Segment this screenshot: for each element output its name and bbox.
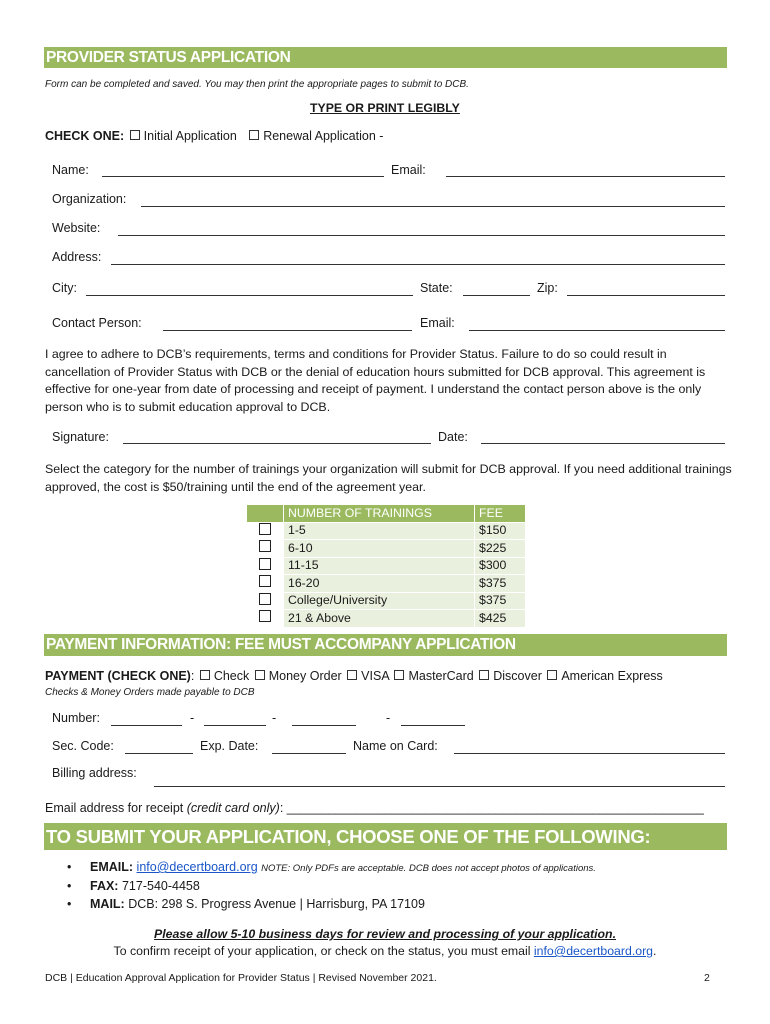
billing-address-label: Billing address: [52,766,137,780]
fee-row [247,575,526,593]
discover-checkbox[interactable] [479,670,489,680]
header-checkbox-cell [247,505,284,523]
email-label: Email: [391,163,426,177]
fee-row-checkbox[interactable] [259,558,271,570]
list-item [67,895,596,914]
mail-address: DCB: 298 S. Progress Avenue | Harrisburg, PA 17109 [128,897,425,911]
email-field[interactable] [446,176,725,177]
renewal-application-label: Renewal Application - [263,129,384,143]
exp-date-field[interactable] [272,753,346,754]
fee-row-checkbox[interactable] [259,575,271,587]
fee-row-checkbox[interactable] [259,593,271,605]
email-note: NOTE: Only PDFs are acceptable. DCB does not accept photos of applications. [261,863,596,874]
trainings-header: NUMBER OF TRAININGS [284,505,475,523]
email-link[interactable]: info@decertboard.org [136,860,258,874]
initial-application-label: Initial Application [143,129,237,143]
website-field[interactable] [118,235,725,236]
category-instructions: Select the category for the number of trainings your organization will submit for DCB approval. If you need additional trainings approved, the cost is $50/training until the end of the agreement year. [45,462,732,494]
payment-banner [44,634,727,656]
submit-options-list [67,858,596,914]
initial-application-checkbox[interactable] [130,130,140,140]
fax-option-label: FAX: [90,878,119,893]
mastercard-checkbox[interactable] [394,670,404,680]
fee-header: FEE [475,505,526,523]
fax-number: 717-540-4458 [121,878,200,893]
american-express-checkbox[interactable] [547,670,557,680]
fee-row [247,557,526,575]
fee-table-header [247,505,526,523]
card-number-part-3[interactable] [292,725,356,726]
fee-row-checkbox[interactable] [259,523,271,535]
renewal-application-checkbox[interactable] [249,130,259,140]
list-item [67,877,596,896]
card-number-part-2[interactable] [204,725,266,726]
footer-text: DCB | Education Approval Application for Provider Status | Revised November 2021. [45,972,437,984]
contact-person-label: Contact Person: [52,316,142,330]
receipt-email-field[interactable]: : ____________________________________________________________ [279,801,704,815]
method-discover: Discover [493,669,542,683]
provider-status-banner [44,47,727,68]
state-field[interactable] [463,295,530,296]
zip-label: Zip: [537,281,558,295]
card-number-label: Number: [52,711,100,725]
address-field[interactable] [111,264,725,265]
check-one-row [45,128,383,144]
organization-label: Organization: [52,192,127,206]
signature-field[interactable] [123,443,431,444]
method-mastercard: MasterCard [408,669,474,683]
card-number-part-4[interactable] [401,725,465,726]
confirm-email-link[interactable]: info@decertboard.org [533,944,654,958]
zip-field[interactable] [567,295,725,296]
bullet-icon: • [67,897,72,911]
fee-table [246,504,526,628]
fee-row [247,522,526,540]
address-label: Address: [52,250,102,264]
section-title: PROVIDER STATUS APPLICATION [46,49,291,66]
date-label: Date: [438,430,468,444]
trainings-cell: 21 & Above [284,610,475,628]
check-one-label: CHECK ONE: [45,129,125,143]
receipt-italic: (credit card only) [186,801,280,815]
organization-field[interactable] [141,206,725,207]
sec-code-field[interactable] [125,753,193,754]
fee-row-checkbox[interactable] [259,540,271,552]
receipt-label: Email address for receipt [45,801,187,815]
exp-date-label: Exp. Date: [200,739,259,753]
bullet-icon: • [67,878,72,893]
fee-row [247,592,526,610]
payment-colon: : [190,669,195,683]
type-legibly-heading: TYPE OR PRINT LEGIBLY [310,101,460,115]
fee-row-checkbox[interactable] [259,610,271,622]
sec-code-label: Sec. Code: [52,739,114,753]
submit-title: TO SUBMIT YOUR APPLICATION, CHOOSE ONE OF THE FOLLOWING: [46,826,651,847]
trainings-cell: 1-5 [284,522,475,540]
fee-cell: $225 [475,540,526,558]
mail-option-label: MAIL: [90,897,125,911]
method-check: Check [213,669,250,683]
bullet-icon: • [67,860,72,874]
state-label: State: [420,281,453,295]
confirm-text: To confirm receipt of your application, or check on the status, you must email [113,944,534,958]
signature-label: Signature: [52,430,109,444]
fee-cell: $375 [475,575,526,593]
fee-cell: $300 [475,557,526,575]
trainings-cell: 6-10 [284,540,475,558]
payable-note: Checks & Money Orders made payable to DCB [45,687,255,698]
page-number: 2 [704,972,710,984]
trainings-cell: 16-20 [284,575,475,593]
contact-email-label: Email: [420,316,455,330]
name-label: Name: [52,163,89,177]
name-field[interactable] [102,176,384,177]
fee-cell: $150 [475,522,526,540]
trainings-cell: College/University [284,592,475,610]
money-order-checkbox[interactable] [255,670,265,680]
fee-cell: $425 [475,610,526,628]
submit-banner [44,823,727,850]
city-field[interactable] [86,295,413,296]
dash: - [190,711,195,725]
list-item [67,858,596,877]
payment-label: PAYMENT (CHECK ONE) [45,669,191,683]
website-label: Website: [52,221,101,235]
payment-methods-row [45,668,663,684]
email-option-label: EMAIL: [90,860,134,874]
method-american-express: American Express [561,669,663,683]
fee-cell: $375 [475,592,526,610]
city-label: City: [52,281,77,295]
billing-address-field[interactable] [154,786,725,787]
fee-row [247,540,526,558]
agreement-paragraph: I agree to adhere to DCB’s requirements, terms and conditions for Provider Status. Failure to do so could result in cancellation of Provider Status with DCB or the denial of education hours submitted for DCB approval. This agreement is effective for one-year from date of processing and receipt of payment. I understand the contact person above is the only person who is to submit education approval to DCB. [45,347,706,414]
contact-person-field[interactable] [163,330,412,331]
receipt-email-row [45,800,704,816]
date-field[interactable] [481,443,725,444]
check-checkbox[interactable] [200,670,210,680]
processing-time-notice: Please allow 5-10 business days for review and processing of your application. [154,927,616,941]
visa-checkbox[interactable] [347,670,357,680]
name-on-card-label: Name on Card: [353,739,438,753]
dash: - [386,711,391,725]
confirm-receipt-line [0,943,770,959]
confirm-end: . [653,944,657,958]
contact-email-field[interactable] [469,330,725,331]
form-instructions: Form can be completed and saved. You may then print the appropriate pages to submit to DCB. [45,79,469,90]
name-on-card-field[interactable] [454,753,725,754]
trainings-cell: 11-15 [284,557,475,575]
method-visa: VISA [361,669,389,683]
dash: - [272,711,277,725]
fee-row [247,610,526,628]
method-money-order: Money Order [268,669,342,683]
card-number-part-1[interactable] [111,725,182,726]
payment-title: PAYMENT INFORMATION: FEE MUST ACCOMPANY APPLICATION [46,636,516,653]
